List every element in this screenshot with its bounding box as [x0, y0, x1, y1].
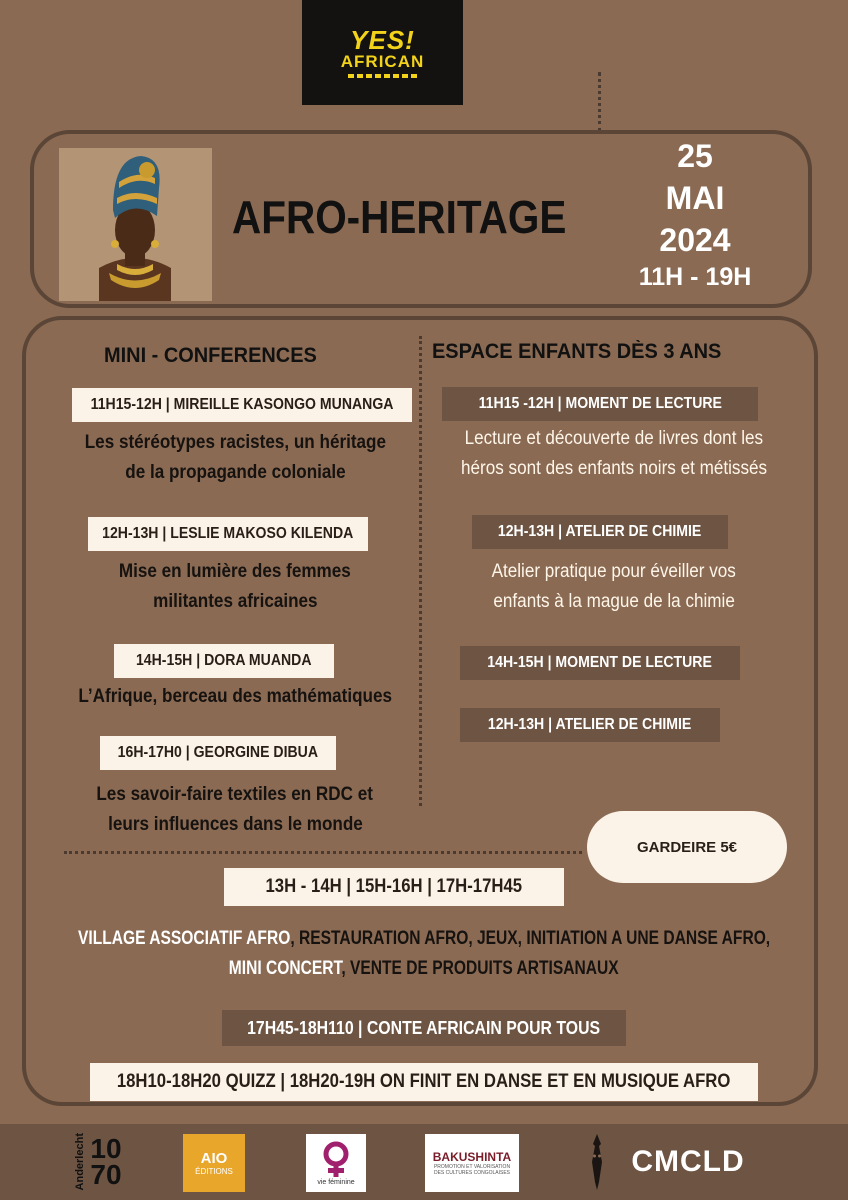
aio-label: AIO — [200, 1150, 228, 1167]
event-title: AFRO-HERITAGE — [232, 191, 567, 243]
village-line-1: VILLAGE ASSOCIATIF AFRO, RESTAURATION AFRO, JEUX, INITIATION A UNE DANSE AFRO, — [77, 928, 771, 949]
conferences-heading: MINI - CONFERENCES — [104, 344, 317, 367]
kids-slot-1: 11H15 -12H | MOMENT DE LECTURE — [442, 387, 758, 421]
bakushinta-sub: PROMOTION ET VALORISATION DES CULTURES CONGOLAISES — [433, 1164, 511, 1176]
event-hours: 11H - 19H — [638, 263, 752, 291]
cmcld-logo: CMCLD — [631, 1145, 745, 1178]
afternoon-slots: 13H - 14H | 15H-16H | 17H-17H45 — [224, 868, 564, 906]
female-symbol-icon — [321, 1141, 351, 1179]
conference-slot-1: 11H15-12H | MIREILLE KASONGO MUNANGA — [72, 388, 412, 422]
aio-editions-logo — [183, 1134, 245, 1192]
anderlecht-side-label: Anderlecht — [74, 1133, 87, 1191]
conference-slot-4: 16H-17H0 | GEORGINE DIBUA — [100, 736, 336, 770]
anderlecht-logo — [58, 1130, 138, 1194]
village-line-2: MINI CONCERT, VENTE DE PRODUITS ARTISANAUX — [229, 958, 619, 979]
aio-sub: ÉDITIONS — [195, 1167, 233, 1176]
anderlecht-top: 10 — [90, 1133, 122, 1164]
conference-desc-2: Mise en lumière des femmes militantes africaines — [119, 561, 351, 612]
section-divider — [64, 851, 582, 854]
logo-line1: YES! — [350, 25, 415, 55]
closing-slot: 18H10-18H20 QUIZZ | 18H20-19H ON FINIT EN DANSE ET EN MUSIQUE AFRO — [90, 1063, 758, 1101]
conference-desc-1: Les stéréotypes racistes, un héritage de la propagande coloniale — [84, 432, 386, 483]
event-month: MAI — [665, 180, 725, 216]
kids-desc-2: Atelier pratique pour éveiller vos enfants à la mague de la chimie — [491, 561, 737, 612]
kids-slot-3: 14H-15H | MOMENT DE LECTURE — [460, 646, 740, 680]
conference-desc-3: L’Afrique, berceau des mathématiques — [78, 686, 392, 707]
tale-slot: 17H45-18H110 | CONTE AFRICAIN POUR TOUS — [222, 1010, 626, 1046]
kids-slot-2: 12H-13H | ATELIER DE CHIMIE — [472, 515, 728, 549]
kids-slot-4: 12H-13H | ATELIER DE CHIMIE — [460, 708, 720, 742]
conference-slot-3: 14H-15H | DORA MUANDA — [114, 644, 334, 678]
kids-desc-1: Lecture et découverte de livres dont les héros sont des enfants noirs et métissés — [460, 428, 768, 479]
kids-heading: ESPACE ENFANTS DÈS 3 ANS — [432, 340, 722, 363]
bakushinta-logo — [425, 1134, 519, 1192]
logo-pattern — [348, 74, 418, 78]
anderlecht-bottom: 70 — [90, 1159, 122, 1190]
logo-line2: AFRICAN — [340, 52, 425, 71]
garderie-badge: GARDEIRE 5€ — [587, 811, 787, 883]
divider-dots-top — [598, 72, 601, 132]
conference-desc-4: Les savoir-faire textiles en RDC et leurs influences dans le monde — [96, 784, 374, 835]
event-day: 25 — [677, 138, 713, 174]
vie-feminine-label: vie féminine — [317, 1178, 355, 1186]
event-year: 2024 — [659, 222, 731, 258]
yes-african-logo — [302, 0, 463, 105]
vie-feminine-logo — [306, 1134, 366, 1192]
portrait-image — [59, 148, 212, 301]
conference-slot-2: 12H-13H | LESLIE MAKOSO KILENDA — [88, 517, 368, 551]
mask-icon — [583, 1130, 611, 1194]
bakushinta-label: BAKUSHINTA — [432, 1150, 512, 1164]
